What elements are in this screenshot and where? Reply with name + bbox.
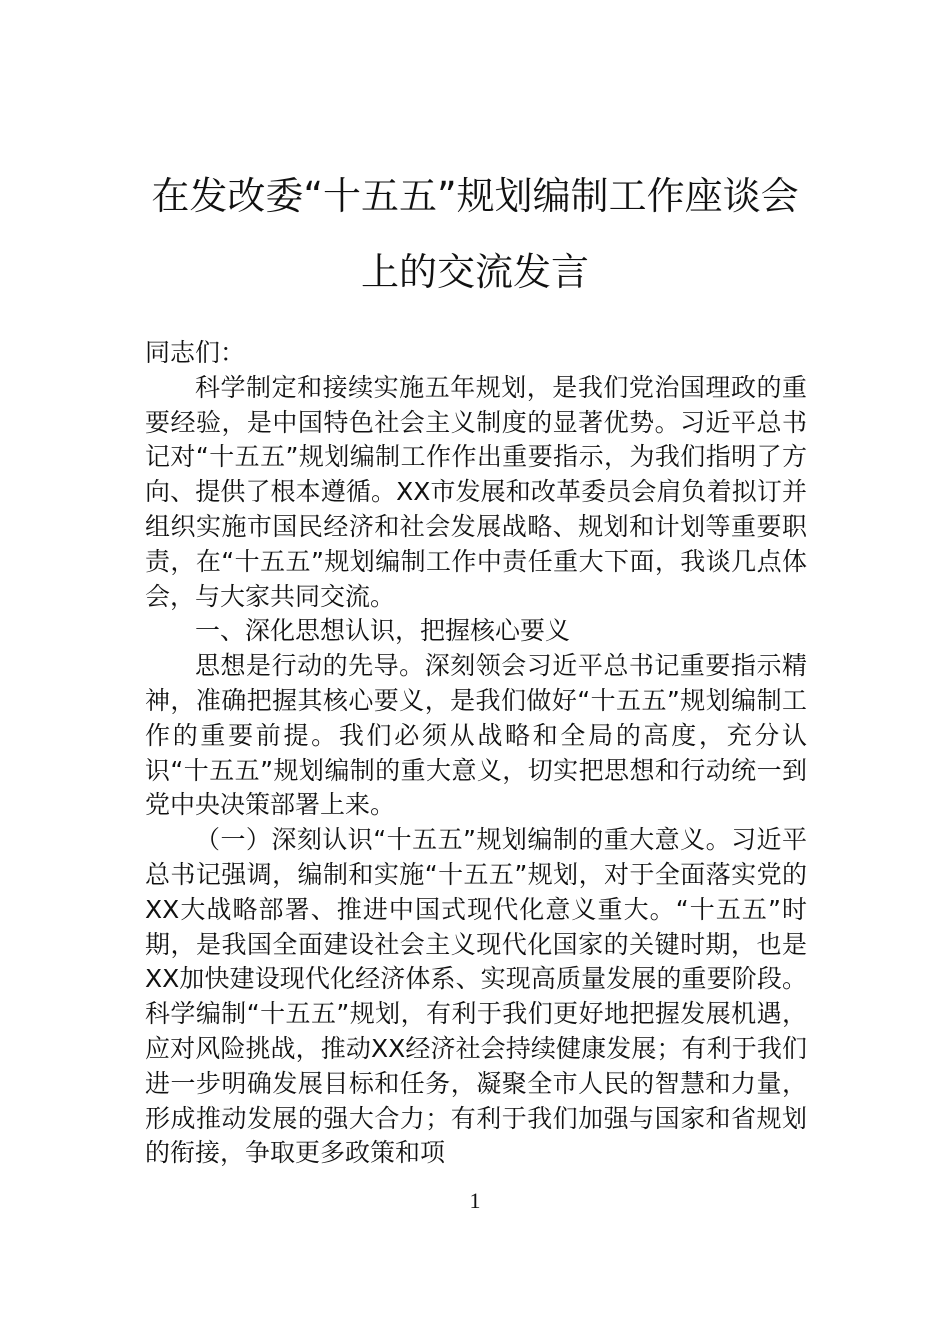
page-number: 1 [469, 1188, 481, 1213]
title-line-2: 上的交流发言 [360, 250, 589, 294]
title-line-1: 在发改委“十五五”规划编制工作座谈会 [151, 174, 799, 218]
salutation: 同志们： [145, 338, 246, 367]
document-body [145, 336, 807, 1171]
section-heading-1: 一、深化思想认识，把握核心要义 [195, 616, 571, 646]
document-title [120, 158, 830, 310]
paragraph-section-1: 思想是行动的先导。深刻领会习近平总书记重要指示精神，准确把握其核心要义，是我们做好“十五五”规划编制工作的重要前提。我们必须从战略和全局的高度，充分认识“十五五”规划编制的重大意义，切实把思想和行动统一到党中央决策部署上来。 [145, 651, 807, 820]
paragraph-intro: 科学制定和接续实施五年规划，是我们党治国理政的重要经验，是中国特色社会主义制度的显著优势。习近平总书记对“十五五”规划编制工作作出重要指示，为我们指明了方向、提供了根本遵循。XX市发展和改革委员会肩负着拟订并组织实施市国民经济和社会发展战略、规划和计划等重要职责，在“十五五”规划编制工作中责任重大下面，我谈几点体会，与大家共同交流。 [145, 372, 807, 611]
paragraph-subsection-1: （一）深刻认识“十五五”规划编制的重大意义。习近平总书记强调，编制和实施“十五五”规划，对于全面落实党的XX大战略部署、推进中国式现代化意义重大。“十五五”时期，是我国全面建设社会主义现代化国家的关键时期，也是XX加快建设现代化经济体系、实现高质量发展的重要阶段。科学编制“十五五”规划，有利于我们更好地把握发展机遇，应对风险挑战，推动XX经济社会持续健康发展；有利于我们进一步明确发展目标和任务，凝聚全市人民的智慧和力量，形成推动发展的强大合力；有利于我们加强与国家和省规划的衔接，争取更多政策和项 [145, 825, 807, 1168]
